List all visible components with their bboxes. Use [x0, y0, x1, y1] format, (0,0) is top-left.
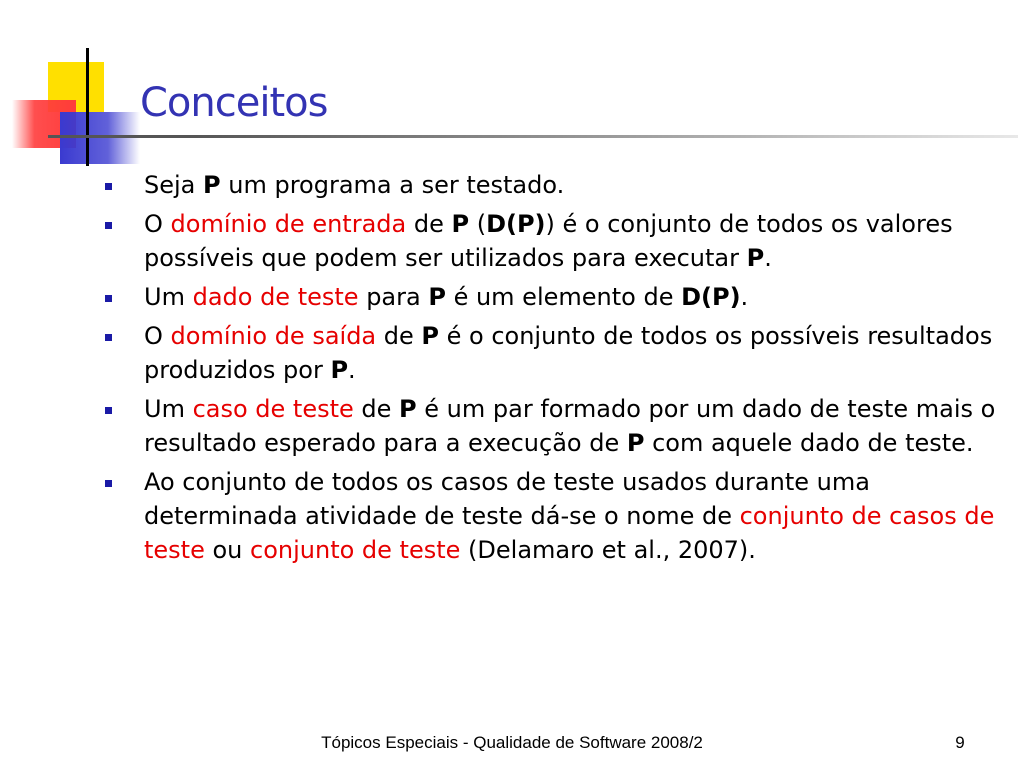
square-bullet-icon — [105, 183, 112, 190]
text: de — [376, 322, 422, 350]
text: ) é o conjunto de todos os valores possíveis que podem ser utilizados para executar — [144, 210, 953, 272]
bullet-item — [103, 319, 1003, 387]
page-number: 9 — [955, 733, 965, 752]
text: um programa a ser testado. — [220, 171, 565, 199]
text: (Delamaro et al., 2007). — [460, 536, 756, 564]
text: Seja — [144, 171, 204, 199]
square-bullet-icon — [105, 407, 112, 414]
text: O — [144, 322, 171, 350]
text: O — [144, 210, 171, 238]
square-bullet-icon — [105, 480, 112, 487]
bold-term: P — [421, 322, 439, 350]
bold-term: P — [399, 395, 417, 423]
highlighted-term: domínio de entrada — [170, 210, 407, 238]
bullet-item — [103, 465, 1003, 567]
text: é um elemento de — [445, 283, 682, 311]
text: para — [358, 283, 429, 311]
highlighted-term: caso de teste — [192, 395, 354, 423]
bullet-item — [103, 280, 1003, 314]
bold-term: D(P) — [681, 283, 741, 311]
bold-term: P — [428, 283, 446, 311]
highlighted-term: conjunto de teste — [250, 536, 461, 564]
horizontal-rule-short — [48, 135, 196, 138]
bullet-item — [103, 207, 1003, 275]
square-bullet-icon — [105, 334, 112, 341]
text: de — [353, 395, 400, 423]
text: Um — [144, 283, 193, 311]
bullet-item — [103, 168, 1003, 202]
text: é um par formado por um dado de teste mais o resultado esperado para a execução de — [144, 395, 996, 457]
bold-term: D(P) — [486, 210, 546, 238]
bold-term: P — [330, 356, 349, 384]
footer-text: Tópicos Especiais - Qualidade de Software 2008/2 — [321, 733, 703, 752]
text: Ao conjunto de todos os casos de teste usados durante uma determinada atividade de teste dá-se o nome de — [144, 468, 870, 530]
text: é o conjunto de todos os possíveis resultados produzidos por — [144, 322, 993, 384]
bold-term: P — [203, 171, 221, 199]
bold-term: P — [451, 210, 470, 238]
bold-term: P — [746, 244, 765, 272]
text: . — [740, 283, 749, 311]
text: . — [348, 356, 356, 384]
text: ( — [469, 210, 487, 238]
square-bullet-icon — [105, 222, 112, 229]
text: . — [764, 244, 772, 272]
highlighted-term: dado de teste — [192, 283, 359, 311]
text: de — [406, 210, 452, 238]
text: Um — [144, 395, 193, 423]
text: ou — [204, 536, 251, 564]
square-bullet-icon — [105, 295, 112, 302]
vertical-rule — [86, 48, 89, 166]
highlighted-term: domínio de saída — [170, 322, 377, 350]
title-underline — [188, 134, 1018, 140]
bullet-item — [103, 392, 1003, 460]
bold-term: P — [626, 429, 645, 457]
bullet-list — [103, 168, 1003, 572]
slide-title: Conceitos — [140, 80, 328, 126]
highlighted-term: conjunto de casos de teste — [144, 502, 995, 564]
text: com aquele dado de teste. — [644, 429, 974, 457]
